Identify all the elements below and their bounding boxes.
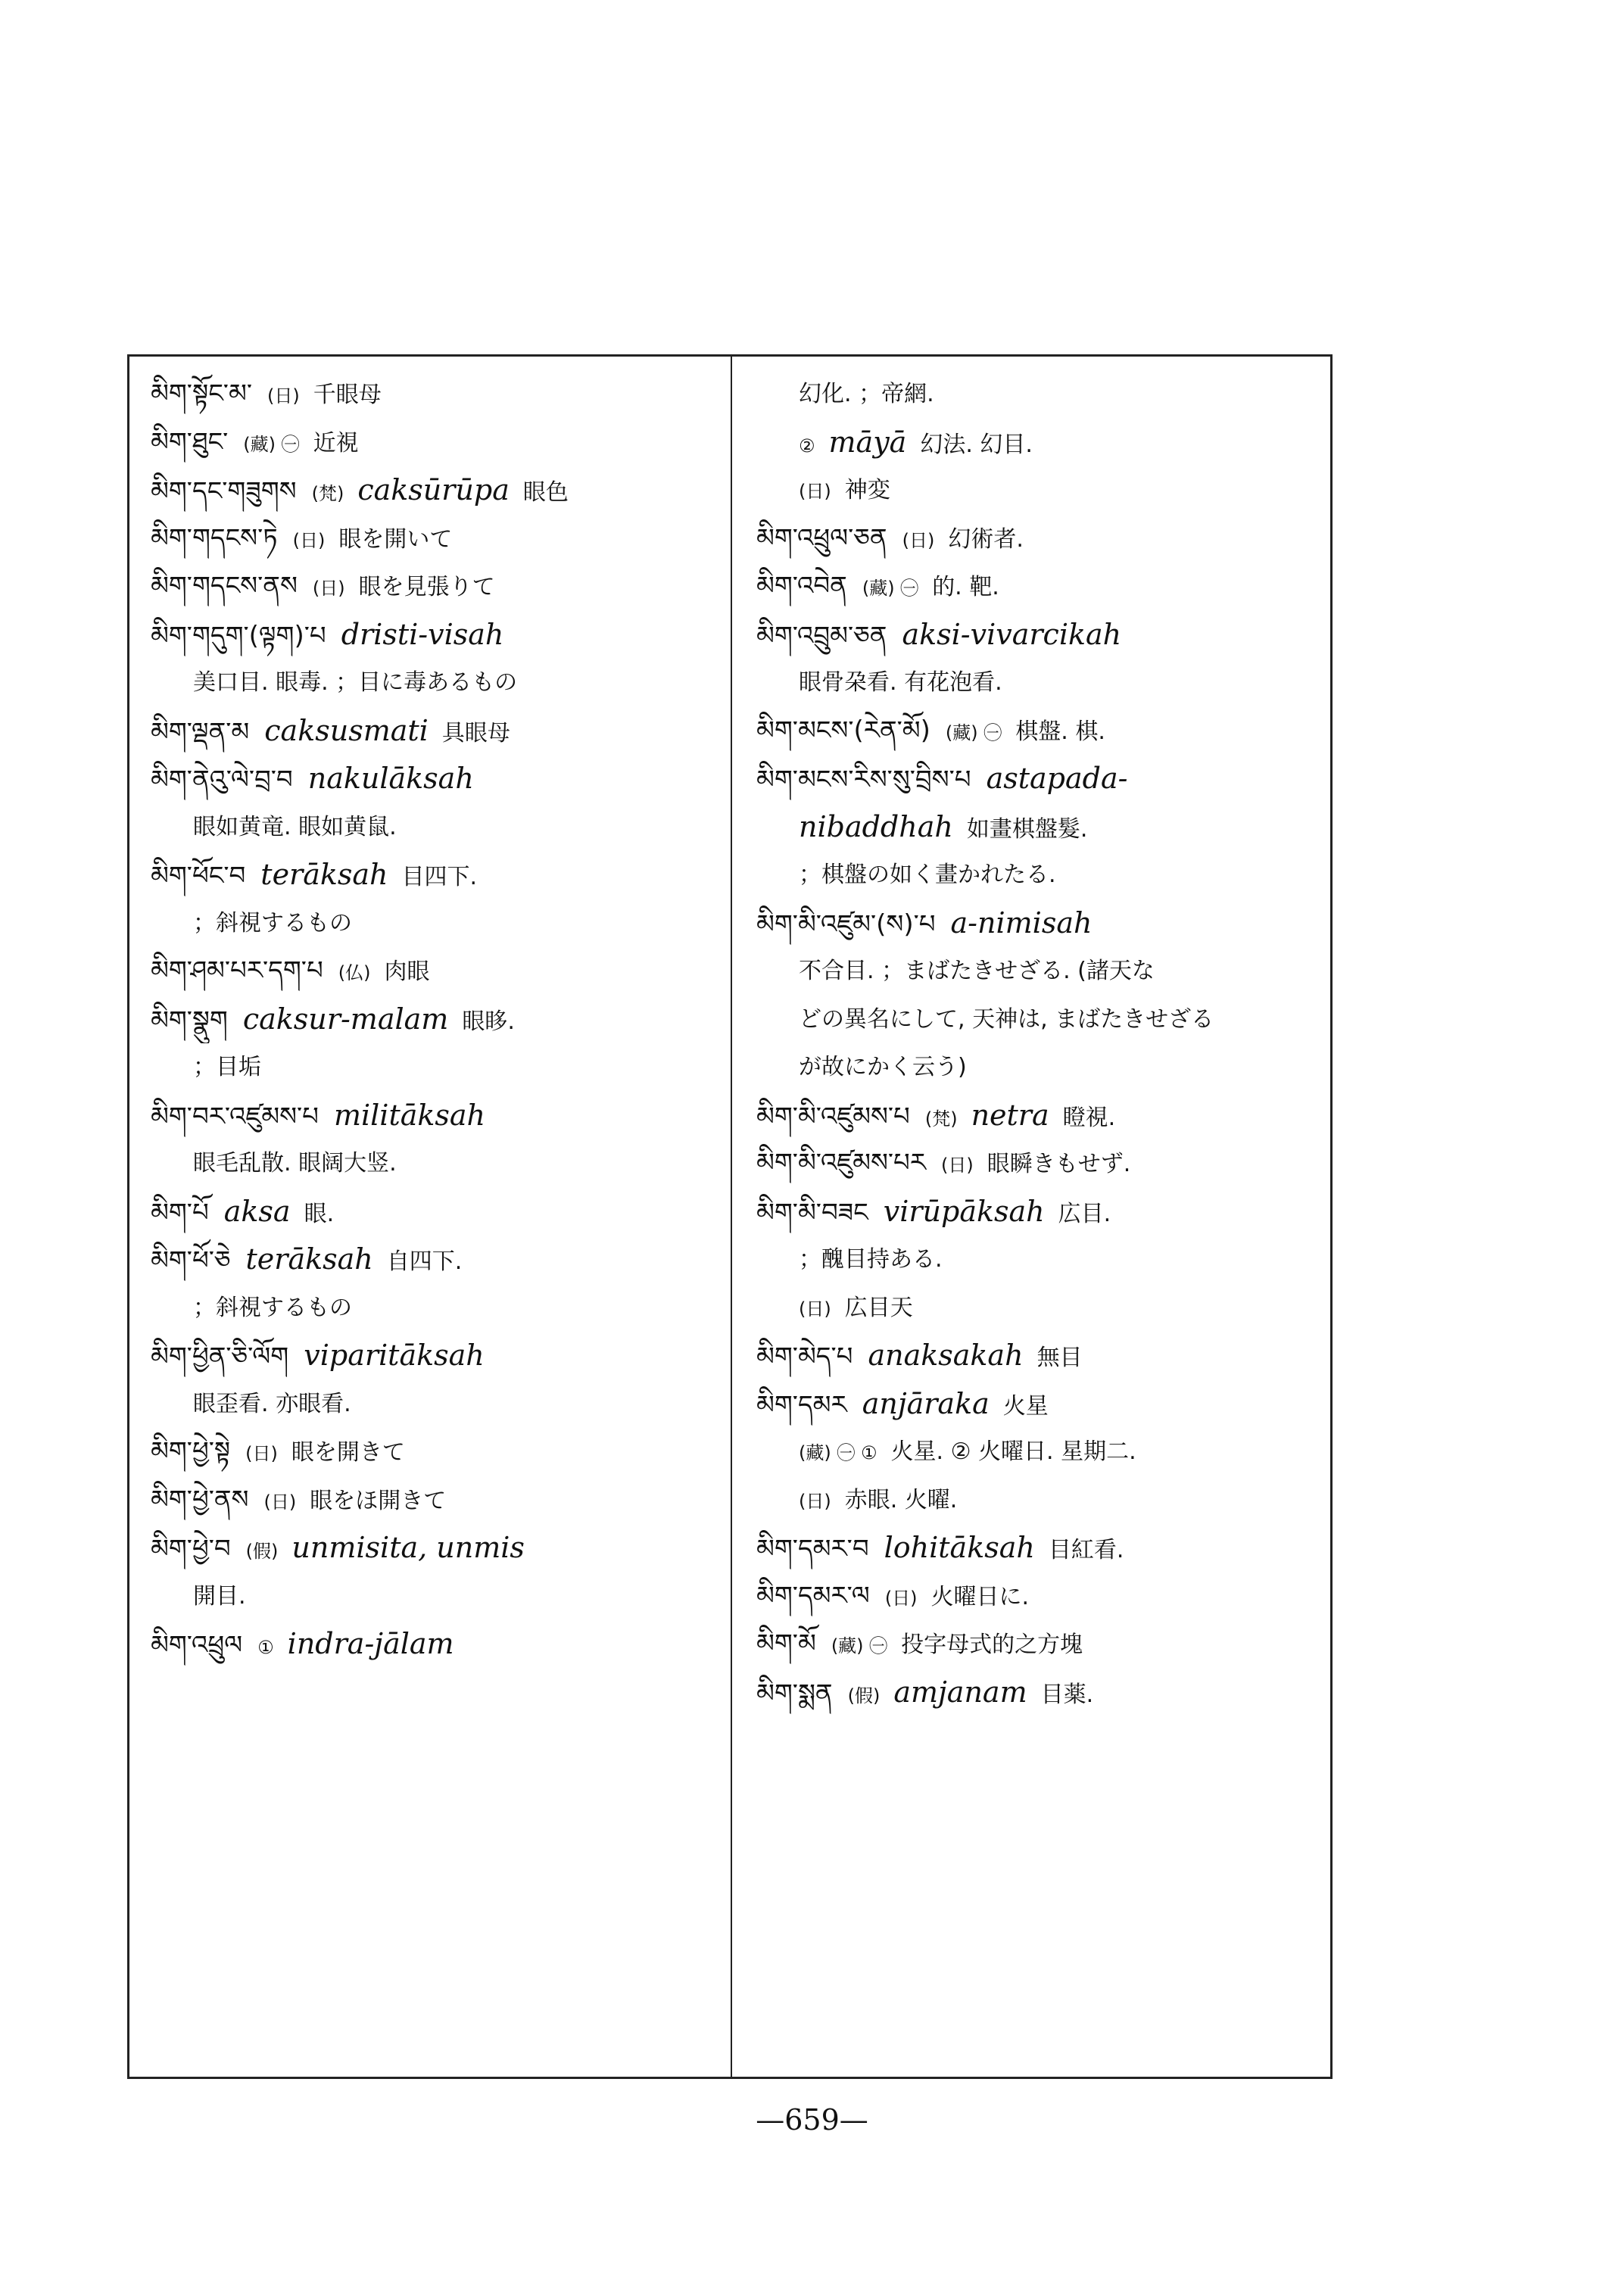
gloss-text: 神変 bbox=[844, 477, 890, 503]
dictionary-entry bbox=[756, 1669, 1317, 1717]
source-tag: (日) bbox=[902, 529, 935, 551]
tibetan-headword: མིག་ཕྱེ་ནས bbox=[151, 1484, 249, 1515]
sanskrit-term: dristi-visah bbox=[341, 617, 504, 651]
tibetan-headword: མིག་འཕྲུལ་ཅན bbox=[756, 522, 887, 553]
column-divider bbox=[731, 357, 732, 2077]
source-tag: (日) bbox=[799, 481, 831, 502]
gloss-text: 自四下. bbox=[386, 1248, 463, 1275]
gloss-text: 目四下. bbox=[401, 864, 478, 890]
gloss-text: ；醜目持ある. bbox=[799, 1246, 943, 1273]
source-tag: (藏) ㊀ bbox=[243, 433, 300, 455]
gloss-text: 瞪視. bbox=[1062, 1104, 1116, 1131]
dictionary-entry bbox=[756, 1188, 1317, 1236]
tibetan-headword: མིག་ཤམ་པར་དག་པ bbox=[151, 955, 323, 986]
gloss-text: が故にかく云う) bbox=[799, 1054, 967, 1080]
dictionary-entry bbox=[756, 899, 1317, 948]
source-tag: (日) bbox=[941, 1155, 974, 1176]
gloss-text: 棋盤. 棋. bbox=[1015, 718, 1105, 745]
dictionary-entry bbox=[151, 755, 718, 803]
source-tag: (日) bbox=[263, 1491, 297, 1513]
source-tag: (日) bbox=[292, 529, 326, 551]
tibetan-headword: མིག་མི་འཛུམས་པར bbox=[756, 1148, 927, 1178]
gloss-text: 眼歪看. 亦眼看. bbox=[193, 1390, 351, 1417]
source-tag: ① bbox=[257, 1637, 274, 1658]
tibetan-headword: མིག་ལྡན་མ bbox=[151, 716, 250, 747]
source-tag: (仏) bbox=[338, 962, 371, 983]
tibetan-headword: མིག་སྨན bbox=[756, 1678, 833, 1709]
gloss-text: 具眼母 bbox=[441, 719, 510, 746]
source-tag: (假) bbox=[847, 1685, 881, 1706]
dictionary-entry bbox=[756, 1524, 1317, 1572]
tibetan-headword: མིག་ཕོ་ཅེ bbox=[151, 1245, 231, 1276]
tibetan-headword: མིག་མངས་རིས་སུ་བྲིས་པ bbox=[756, 765, 971, 795]
gloss-text: 近視 bbox=[313, 429, 359, 457]
dictionary-entry bbox=[756, 755, 1317, 803]
dictionary-entry bbox=[151, 611, 718, 659]
sanskrit-term: a-nimisah bbox=[950, 905, 1093, 940]
gloss-text: 的. 靶. bbox=[932, 574, 999, 600]
tibetan-headword: མིག་གདངས་ཏེ bbox=[151, 522, 278, 553]
entry-continuation bbox=[756, 803, 1317, 852]
tibetan-headword: མིག་འབྲུམ་ཅན bbox=[756, 620, 887, 651]
source-tag: ② bbox=[799, 435, 815, 457]
dictionary-entry bbox=[151, 419, 718, 467]
gloss-text: 目紅看. bbox=[1048, 1537, 1124, 1563]
dictionary-entry bbox=[151, 851, 718, 899]
tibetan-headword: མིག་དམར bbox=[756, 1389, 847, 1420]
sanskrit-term: terāksah bbox=[245, 1242, 373, 1276]
entry-continuation bbox=[151, 659, 718, 707]
source-tag: (假) bbox=[245, 1541, 279, 1562]
entry-continuation bbox=[756, 1236, 1317, 1284]
source-tag: (藏) ㊀ ① bbox=[799, 1442, 877, 1463]
entry-continuation bbox=[756, 370, 1317, 419]
source-tag: (梵) bbox=[924, 1108, 958, 1130]
tibetan-headword: མིག་ཕྱེ་བ bbox=[151, 1534, 231, 1564]
entry-continuation bbox=[756, 851, 1317, 899]
dictionary-entry bbox=[151, 1092, 718, 1140]
dictionary-entry bbox=[151, 1236, 718, 1284]
entry-continuation bbox=[756, 1284, 1317, 1332]
sanskrit-term: netra bbox=[971, 1098, 1049, 1132]
source-tag: (日) bbox=[799, 1298, 831, 1320]
source-tag: (日) bbox=[245, 1443, 278, 1464]
dictionary-entry bbox=[151, 707, 718, 756]
sanskrit-term: caksūrūpa bbox=[357, 473, 510, 506]
dictionary-entry bbox=[756, 1139, 1317, 1188]
dictionary-entry bbox=[151, 370, 718, 419]
gloss-text: 眼. bbox=[304, 1200, 335, 1227]
tibetan-headword: མིག་འབེན bbox=[756, 571, 847, 601]
dictionary-entry bbox=[151, 466, 718, 515]
gloss-text: 赤眼. 火曜. bbox=[844, 1486, 958, 1513]
gloss-text: 火星. ② 火曜日. 星期二. bbox=[890, 1438, 1136, 1465]
dictionary-entry bbox=[151, 996, 718, 1044]
source-tag: (梵) bbox=[311, 483, 344, 504]
gloss-text: 幻化. ；帝網. bbox=[799, 381, 934, 407]
gloss-text: ；斜視するもの bbox=[193, 909, 352, 937]
gloss-text: 火星 bbox=[1002, 1392, 1049, 1420]
source-tag: (日) bbox=[267, 385, 300, 407]
dictionary-entry bbox=[151, 515, 718, 563]
tibetan-headword: མིག་སྣུག bbox=[151, 1005, 228, 1036]
gloss-text: 幻術者. bbox=[948, 525, 1024, 553]
entry-continuation bbox=[151, 1284, 718, 1332]
dictionary-entry bbox=[151, 563, 718, 611]
sanskrit-term: caksusmati bbox=[264, 713, 429, 747]
dictionary-entry bbox=[151, 1332, 718, 1380]
gloss-text: 千眼母 bbox=[313, 382, 382, 408]
sanskrit-term: caksur-malam bbox=[242, 1002, 449, 1036]
tibetan-headword: མིག་དང་གཟུགས bbox=[151, 476, 297, 506]
gloss-text: 眼を開いて bbox=[338, 525, 453, 553]
entry-continuation bbox=[756, 466, 1317, 515]
sanskrit-term: astapada- bbox=[986, 762, 1128, 795]
sanskrit-term: māyā bbox=[828, 425, 907, 459]
entry-continuation bbox=[756, 947, 1317, 996]
gloss-text: 無目 bbox=[1036, 1345, 1083, 1371]
gloss-text: 目薬. bbox=[1040, 1681, 1094, 1708]
entry-continuation bbox=[756, 419, 1317, 467]
dictionary-entry bbox=[756, 611, 1317, 659]
tibetan-headword: མིག་མི་འཛུམས་པ bbox=[756, 1101, 910, 1132]
source-tag: (日) bbox=[884, 1587, 918, 1609]
entry-continuation bbox=[151, 1139, 718, 1188]
sanskrit-term: indra-jālam bbox=[287, 1627, 454, 1660]
sanskrit-term: virūpāksah bbox=[883, 1194, 1045, 1228]
source-tag: (日) bbox=[799, 1490, 831, 1512]
dictionary-entry bbox=[756, 515, 1317, 563]
dictionary-entry bbox=[756, 1620, 1317, 1669]
gloss-text: 眼毛乱散. 眼阔大竖. bbox=[193, 1150, 397, 1177]
tibetan-headword: མིག་མངས་(རེན་མོ) bbox=[756, 715, 930, 746]
dictionary-entry bbox=[151, 1620, 718, 1669]
tibetan-headword: མིག་ནེའུ་ལེ་བྲ་བ bbox=[151, 765, 293, 795]
gloss-text: 不合目. ；まばたきせざる. (諸天な bbox=[799, 958, 1155, 984]
tibetan-headword: མིག་བར་འཛུམས་པ bbox=[151, 1101, 319, 1132]
dictionary-entry bbox=[756, 1332, 1317, 1380]
source-tag: (藏) ㊀ bbox=[862, 578, 919, 599]
tibetan-headword: མིག་དམར་ལ bbox=[756, 1580, 870, 1611]
gloss-text: 眼をほ開きて bbox=[310, 1487, 447, 1514]
page-number: —659— bbox=[756, 2103, 868, 2137]
entry-continuation bbox=[151, 803, 718, 852]
tibetan-headword: མིག་མི་འཛུམ་(ས)་པ bbox=[756, 909, 936, 940]
dictionary-entry bbox=[151, 1428, 718, 1476]
entry-continuation bbox=[151, 1380, 718, 1429]
sanskrit-term: terāksah bbox=[260, 858, 388, 891]
sanskrit-term: anjāraka bbox=[862, 1386, 990, 1420]
gloss-text: ；斜視するもの bbox=[193, 1294, 352, 1321]
dictionary-entry bbox=[756, 1380, 1317, 1429]
gloss-text: 幻法. 幻目. bbox=[920, 431, 1033, 458]
tibetan-headword: མིག་ཐུང་ bbox=[151, 426, 229, 457]
gloss-text: 眼如黄竜. 眼如黄鼠. bbox=[193, 813, 397, 840]
tibetan-headword: མིག་གདུག་(ལྟག)་པ bbox=[151, 620, 326, 651]
dictionary-entry bbox=[756, 707, 1317, 756]
dictionary-entry bbox=[756, 563, 1317, 611]
dictionary-entry bbox=[151, 947, 718, 996]
gloss-text: 眼骨朶看. 有花泡看. bbox=[799, 669, 1002, 696]
source-tag: (藏) ㊀ bbox=[831, 1635, 888, 1657]
tibetan-headword: མིག་མོ bbox=[756, 1629, 816, 1659]
sanskrit-term: aksi-vivarcikah bbox=[902, 617, 1122, 651]
entry-continuation bbox=[756, 996, 1317, 1044]
gloss-text: 肉眼 bbox=[384, 958, 430, 985]
gloss-text: 開目. bbox=[193, 1582, 246, 1610]
gloss-text: 眼眵. bbox=[462, 1008, 515, 1035]
sanskrit-term: viparitāksah bbox=[304, 1339, 485, 1372]
sanskrit-term: aksa bbox=[223, 1194, 291, 1228]
tibetan-headword: མིག་ཕྱེ་སྟེ bbox=[151, 1436, 231, 1466]
entry-continuation bbox=[756, 659, 1317, 707]
sanskrit-term: nakulāksah bbox=[307, 762, 474, 795]
tibetan-headword: མིག་མེད་པ bbox=[756, 1342, 853, 1372]
tibetan-headword: མིག་པོ bbox=[151, 1197, 209, 1228]
dictionary-entry bbox=[756, 1092, 1317, 1140]
dictionary-entry bbox=[151, 1524, 718, 1572]
entry-continuation bbox=[151, 1043, 718, 1092]
sanskrit-term: anaksakah bbox=[868, 1339, 1024, 1372]
gloss-text: 美口目. 眼毒. ；目に毒あるもの bbox=[193, 669, 518, 696]
gloss-text: 火曜日に. bbox=[930, 1583, 1030, 1610]
sanskrit-term: nibaddhah bbox=[799, 809, 953, 843]
gloss-text: ；目垢 bbox=[193, 1054, 261, 1080]
gloss-text: 眼を見張りて bbox=[358, 574, 495, 600]
gloss-text: 眼を開きて bbox=[291, 1439, 405, 1466]
gloss-text: ；棋盤の如く畫かれたる. bbox=[799, 862, 1056, 888]
left-column bbox=[151, 370, 718, 2069]
tibetan-headword: མིག་མི་བཟང bbox=[756, 1197, 868, 1228]
sanskrit-term: lohitāksah bbox=[884, 1531, 1035, 1564]
source-tag: (藏) ㊀ bbox=[945, 722, 1002, 743]
dictionary-entry bbox=[151, 1188, 718, 1236]
gloss-text: 如畫棋盤髮. bbox=[966, 815, 1088, 843]
gloss-text: 眼瞬きもせず. bbox=[987, 1151, 1131, 1177]
gloss-text: 広目天 bbox=[844, 1294, 913, 1321]
gloss-text: 眼色 bbox=[522, 479, 569, 506]
gloss-text: 広目. bbox=[1058, 1200, 1111, 1227]
tibetan-headword: མིག་སྟོང་མ་ bbox=[151, 379, 252, 409]
gloss-text: 投字母式的之方塊 bbox=[901, 1632, 1083, 1658]
gloss-text: どの異名にして, 天神は, まばたきせざる bbox=[799, 1005, 1214, 1033]
dictionary-entry bbox=[756, 1572, 1317, 1621]
right-column bbox=[756, 370, 1317, 2069]
tibetan-headword: མིག་དམར་བ bbox=[756, 1534, 869, 1564]
sanskrit-term: militāksah bbox=[333, 1098, 486, 1132]
source-tag: (日) bbox=[312, 578, 345, 599]
tibetan-headword: མིག་གདངས་ནས bbox=[151, 571, 298, 601]
tibetan-headword: མིག་འཕྲུལ bbox=[151, 1630, 243, 1660]
dictionary-frame bbox=[127, 354, 1333, 2079]
dictionary-entry bbox=[151, 1476, 718, 1525]
sanskrit-term: unmisita, unmis bbox=[291, 1531, 525, 1564]
entry-continuation bbox=[151, 1572, 718, 1621]
sanskrit-term: amjanam bbox=[893, 1675, 1027, 1709]
tibetan-headword: མིག་ཕྱིན་ཅི་ལོག bbox=[151, 1342, 289, 1372]
tibetan-headword: མིག་ཕོང་བ bbox=[151, 861, 246, 891]
entry-continuation bbox=[756, 1428, 1317, 1476]
entry-continuation bbox=[151, 899, 718, 948]
entry-continuation bbox=[756, 1476, 1317, 1525]
entry-continuation bbox=[756, 1043, 1317, 1092]
